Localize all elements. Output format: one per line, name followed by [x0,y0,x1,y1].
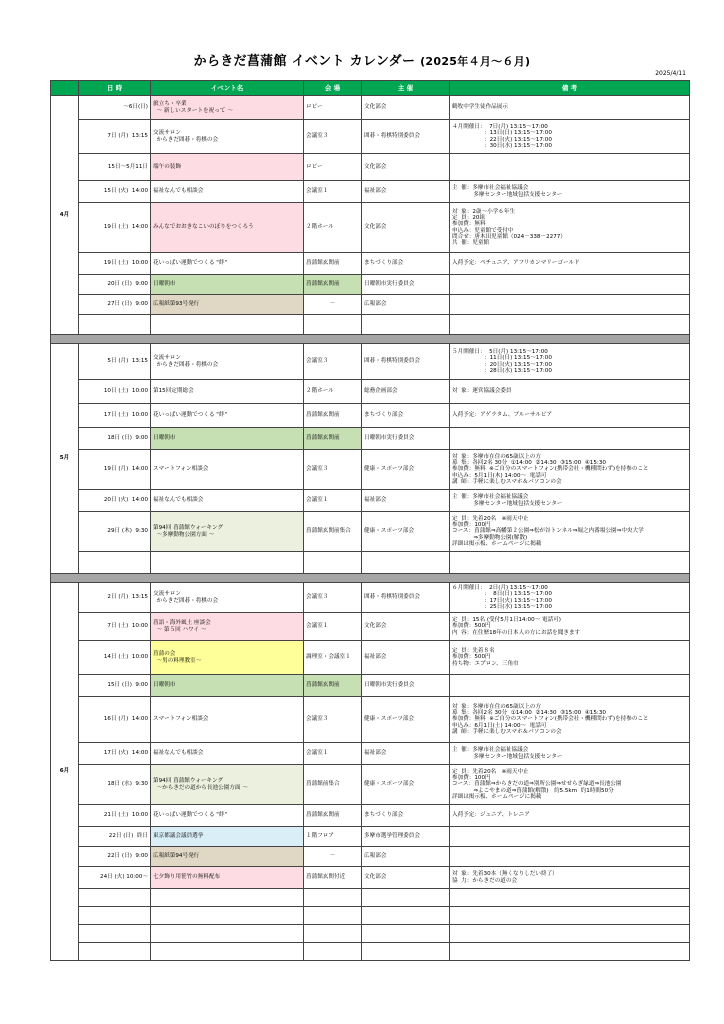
date-cell: 19日 (土) 14:00 [79,203,151,253]
header-month [51,81,79,96]
separator-cell [51,335,690,344]
venue-cell: １階フロア [304,827,362,847]
host-cell: 健康・スポーツ部会 [362,450,450,490]
venue-cell [304,925,362,943]
event-name-cell: 花いっぱい運動でつくる "絆" [151,404,304,428]
notes-cell: 主 催：多摩市社会福祉協議会 多摩センター地域包括支援センター [450,743,690,765]
event-name-cell [151,315,304,335]
host-cell: 福祉部会 [362,490,450,512]
notes-cell: 主 催：多摩市社会福祉協議会 多摩センター地域包括支援センター [450,181,690,203]
event-name-cell [151,907,304,925]
date-cell [79,552,151,574]
page-title [0,50,724,69]
notes-cell [450,907,690,925]
date-cell: 15日～5月11日 [79,154,151,181]
event-name-cell: 第94回 菖蒲館ウォーキング ～多摩動物公園方面 ～ [151,512,304,552]
date-cell [79,907,151,925]
venue-cell: ２階ホール [304,203,362,253]
venue-cell: 会議室１ [304,613,362,641]
host-cell: 福祉部会 [362,641,450,675]
table-row [51,450,690,490]
issue-date: 2025/4/11 [655,70,686,77]
host-cell: 広報部会 [362,295,450,315]
venue-cell: － [304,295,362,315]
date-cell: 19日 (月) 14:00 [79,450,151,490]
date-cell: 20日 (日) 9:00 [79,275,151,295]
notes-cell [450,275,690,295]
venue-cell: 菖蒲館玄関前 [304,275,362,295]
table-row [51,203,690,253]
date-cell: 24日 (火) 10:00～ [79,867,151,889]
host-cell: まちづくり部会 [362,404,450,428]
host-cell: 文化部会 [362,96,450,120]
host-cell: 文化部会 [362,613,450,641]
date-cell: 5日 (月) 13:15 [79,344,151,380]
notes-cell [450,295,690,315]
notes-cell [450,428,690,450]
event-name-cell: 福祉なんでも相談会 [151,743,304,765]
event-name-cell: 日曜朝市 [151,428,304,450]
notes-cell: ６月開催日： 2日(月) 13:15～17:00 ： 8日(日) 13:15～17:00 ：17日(火) 13:15～17:00 ：25日(水) 13:15～17:00 [450,583,690,613]
venue-cell: 会議室１ [304,490,362,512]
date-cell: 22日 (日) 9:00 [79,847,151,867]
notes-cell [450,827,690,847]
title-period: (2025年４月～６月) [420,55,531,68]
date-cell: 22日 (日) 終日 [79,827,151,847]
table-row [51,380,690,404]
host-cell: 囲碁・将棋特別委員会 [362,120,450,154]
venue-cell: ロビー [304,154,362,181]
notes-cell [450,552,690,574]
host-cell [362,552,450,574]
host-cell: まちづくり部会 [362,253,450,275]
notes-cell: ５月開催日： 5日(月) 13:15～17:00 ：11日(日) 13:15～17:00 ：20日(火) 13:15～17:00 ：28日(水) 13:15～17:00 [450,344,690,380]
host-cell [362,315,450,335]
event-name-cell: 交流サロン からきだ囲碁・将棋の会 [151,583,304,613]
date-cell: 21日 (土) 10:00 [79,805,151,827]
header-host: 主 催 [362,81,450,96]
notes-cell [450,315,690,335]
table-row [51,907,690,925]
event-calendar-table [50,80,690,961]
venue-cell [304,907,362,925]
table-row [51,315,690,335]
venue-cell: ２階ホール [304,380,362,404]
notes-cell [450,943,690,961]
event-name-cell: 福祉なんでも相談会 [151,490,304,512]
host-cell: 多摩市選挙管理委員会 [362,827,450,847]
date-cell: 15日 (火) 14:00 [79,181,151,203]
notes-cell [450,889,690,907]
host-cell: 囲碁・将棋特別委員会 [362,344,450,380]
event-name-cell: 第94回 菖蒲館ウォーキング ～からきだの道から長池公園方面 ～ [151,765,304,805]
event-name-cell: 旅立ち・卒業 ～ 新しいスタートを祝って ～ [151,96,304,120]
table-row [51,805,690,827]
venue-cell: 菖蒲館玄関前集合 [304,512,362,552]
event-name-cell: 花いっぱい運動でつくる "絆" [151,805,304,827]
month-label: 6月 [51,583,79,961]
notes-cell: 定 員：先着20名 ※雨天中止 参加費：100円 コース：菖蒲館⇒からきだの道⇒別所公園⇒せせらぎ緑道⇒長池公園 ⇒よこやまの道⇒菖蒲館(解散) 約5.5km 約1時間50分 詳細は掲示板、ホームページに掲載 [450,765,690,805]
host-cell: 日曜朝市実行委員会 [362,428,450,450]
separator-cell [51,574,690,583]
table-row [51,641,690,675]
notes-cell: 主 催：多摩市社会福祉協議会 多摩センター地域包括支援センター [450,490,690,512]
notes-cell: 対 象：2歳～小学６年生 定 員：20組 参加費：無料 申込み：児童館で受付中 問合せ：唐木田児童館（024－338－2277） 共 催：児童館 [450,203,690,253]
host-cell [362,889,450,907]
event-name-cell: 菖語・海外風土 座談会 ～ 第５回 ハワイ ～ [151,613,304,641]
venue-cell: 菖蒲館玄関前 [304,428,362,450]
event-name-cell: 七夕飾り用笹竹の無料配布 [151,867,304,889]
venue-cell: 菖蒲館玄関前 [304,404,362,428]
host-cell: 健康・スポーツ部会 [362,512,450,552]
date-cell [79,943,151,961]
date-cell: 19日 (土) 10:00 [79,253,151,275]
date-cell: 7日 (土) 10:00 [79,613,151,641]
host-cell: まちづくり部会 [362,805,450,827]
title-text: からきだ菖蒲館 イベント カレンダー [193,54,416,69]
venue-cell: 菖蒲館玄関前 [304,805,362,827]
host-cell: 広報部会 [362,847,450,867]
notes-cell: 対 象：先着30本（無くなりしだい終了） 協 力：からきだの道の会 [450,867,690,889]
host-cell: 総務企画部会 [362,380,450,404]
calendar-body [51,96,690,961]
table-row [51,827,690,847]
event-name-cell [151,943,304,961]
venue-cell: 会議室３ [304,120,362,154]
notes-cell: 定 員：15名 (受付5月1日14:00～ 電話可) 参加費：500円 内 容：在住歴18年の日本人の方にお話を聞きます [450,613,690,641]
host-cell: 健康・スポーツ部会 [362,697,450,743]
notes-cell: 入荷予定：ジュニア、トレニア [450,805,690,827]
host-cell: 健康・スポーツ部会 [362,765,450,805]
venue-cell: 会議室３ [304,450,362,490]
table-row [51,697,690,743]
event-name-cell: 日曜朝市 [151,275,304,295]
venue-cell [304,315,362,335]
event-name-cell: 菖蒲の会 ～男の料理教室～ [151,641,304,675]
venue-cell: 菖蒲館前集合 [304,765,362,805]
notes-cell: 入荷予定：ペチュニア、アフリカンマリーゴールド [450,253,690,275]
header-event: イベント名 [151,81,304,96]
notes-cell: 鶴牧中学生徒作品展示 [450,96,690,120]
date-cell: ～6日(日) [79,96,151,120]
event-name-cell: 日曜朝市 [151,675,304,697]
table-row [51,867,690,889]
host-cell: 日曜朝市実行委員会 [362,275,450,295]
notes-cell: 対 象：多摩市在住の65歳以上の方 募 集：各回2名 30分 ①14:00 ②14:30 ③15:00 ④15:30 参加費：無料 ※ご自分のスマートフォン(携帯会社・機種問わず)を持参のこと 申込み：6月1日(土) 14:00～ 電話可 講 師：手軽に楽しむスマホ＆パソコンの会 [450,697,690,743]
table-row [51,889,690,907]
event-name-cell: 福祉なんでも相談会 [151,181,304,203]
notes-cell: 定 員：先着８名 参加費：500円 持ち物：エプロン、三角巾 [450,641,690,675]
table-row [51,295,690,315]
table-row [51,275,690,295]
notes-cell: 定 員：先着20名 ※雨天中止 参加費：100円 コース：菖蒲館⇒高幡第２公園⇒松が谷トンネル⇒堀之内番場公園⇒中央大学 ⇒多摩動物公園(解散) 詳細は掲示板、ホームページに掲載 [450,512,690,552]
table-row [51,583,690,613]
table-row [51,743,690,765]
notes-cell [450,925,690,943]
event-name-cell [151,925,304,943]
table-row [51,490,690,512]
venue-cell [304,943,362,961]
date-cell: 10日 (土) 10:00 [79,380,151,404]
date-cell: 17日 (土) 10:00 [79,404,151,428]
venue-cell: 会議室１ [304,743,362,765]
header-venue: 会 場 [304,81,362,96]
venue-cell: 会議室３ [304,344,362,380]
header-row [51,81,690,96]
table-row [51,404,690,428]
venue-cell: 調理室・会議室１ [304,641,362,675]
table-row [51,552,690,574]
venue-cell: 会議室３ [304,697,362,743]
table-row [51,765,690,805]
venue-cell [304,889,362,907]
notes-cell [450,847,690,867]
date-cell: 14日 (土) 10:00 [79,641,151,675]
event-name-cell: スマートフォン相談会 [151,450,304,490]
date-cell: 16日 (月) 14:00 [79,697,151,743]
notes-cell [450,154,690,181]
date-cell: 17日 (火) 14:00 [79,743,151,765]
event-name-cell: 東京都議会議員選挙 [151,827,304,847]
month-label: 5月 [51,344,79,574]
month-separator [51,335,690,344]
table-row [51,847,690,867]
header-notes: 備 考 [450,81,690,96]
venue-cell: 菖蒲館玄関前 [304,253,362,275]
venue-cell: 菖蒲館玄関付近 [304,867,362,889]
table-row [51,675,690,697]
event-name-cell: 交流サロン からきだ囲碁・将棋の会 [151,344,304,380]
host-cell: 囲碁・将棋特別委員会 [362,583,450,613]
venue-cell: 会議室３ [304,583,362,613]
venue-cell: 菖蒲館玄関前 [304,675,362,697]
table-row [51,344,690,380]
event-name-cell: 広報紙第94号発行 [151,847,304,867]
venue-cell: － [304,847,362,867]
host-cell: 文化部会 [362,154,450,181]
month-label: 4月 [51,96,79,335]
date-cell: 2日 (月) 13:15 [79,583,151,613]
table-row [51,428,690,450]
date-cell [79,889,151,907]
event-name-cell: スマートフォン相談会 [151,697,304,743]
event-name-cell [151,552,304,574]
table-row [51,253,690,275]
event-name-cell: みんなでおおきなこいのぼりをつくろう [151,203,304,253]
host-cell [362,907,450,925]
venue-cell [304,552,362,574]
notes-cell [450,675,690,697]
table-row [51,154,690,181]
notes-cell: ４月開催日： 7日(月) 13:15～17:00 ：13日(日) 13:15～17:00 ：22日(火) 13:15～17:00 ：30日(水) 13:15～17:00 [450,120,690,154]
event-name-cell: 広報紙第93号発行 [151,295,304,315]
event-name-cell: 花いっぱい運動でつくる "絆" [151,253,304,275]
host-cell: 文化部会 [362,203,450,253]
date-cell: 20日 (火) 14:00 [79,490,151,512]
table-row [51,181,690,203]
date-cell [79,315,151,335]
date-cell: 27日 (日) 9:00 [79,295,151,315]
event-name-cell: 第15回定期総会 [151,380,304,404]
date-cell: 18日 (日) 9:00 [79,428,151,450]
date-cell: 29日 (木) 9:30 [79,512,151,552]
date-cell: 15日 (日) 9:00 [79,675,151,697]
venue-cell: ロビー [304,96,362,120]
event-name-cell: 交流サロン からきだ囲碁・将棋の会 [151,120,304,154]
date-cell: 7日 (月) 13:15 [79,120,151,154]
month-separator [51,574,690,583]
notes-cell: 対 象：運営協議会委員 [450,380,690,404]
date-cell: 18日 (水) 9:30 [79,765,151,805]
date-cell [79,925,151,943]
header-datetime: 日 時 [79,81,151,96]
table-row [51,96,690,120]
notes-cell: 入荷予定：アゲラタム、ブルーサルビア [450,404,690,428]
event-name-cell: 端午の装飾 [151,154,304,181]
host-cell: 日曜朝市実行委員会 [362,675,450,697]
host-cell [362,943,450,961]
table-row [51,120,690,154]
table-row [51,613,690,641]
table-row [51,512,690,552]
host-cell: 福祉部会 [362,743,450,765]
venue-cell: 会議室１ [304,181,362,203]
notes-cell: 対 象：多摩市在住の65歳以上の方 募 集：各回2名 30分 ①14:00 ②14:30 ③15:00 ④15:30 参加費：無料 ※ご自分のスマートフォン(携帯会社・機種問わず)を持参のこと 申込み：5月1日(木) 14:00～ 電話可 講 師：手軽に楽しむスマホ＆パソコンの会 [450,450,690,490]
table-row [51,943,690,961]
host-cell: 文化部会 [362,867,450,889]
table-row [51,925,690,943]
event-name-cell [151,889,304,907]
host-cell: 福祉部会 [362,181,450,203]
host-cell [362,925,450,943]
